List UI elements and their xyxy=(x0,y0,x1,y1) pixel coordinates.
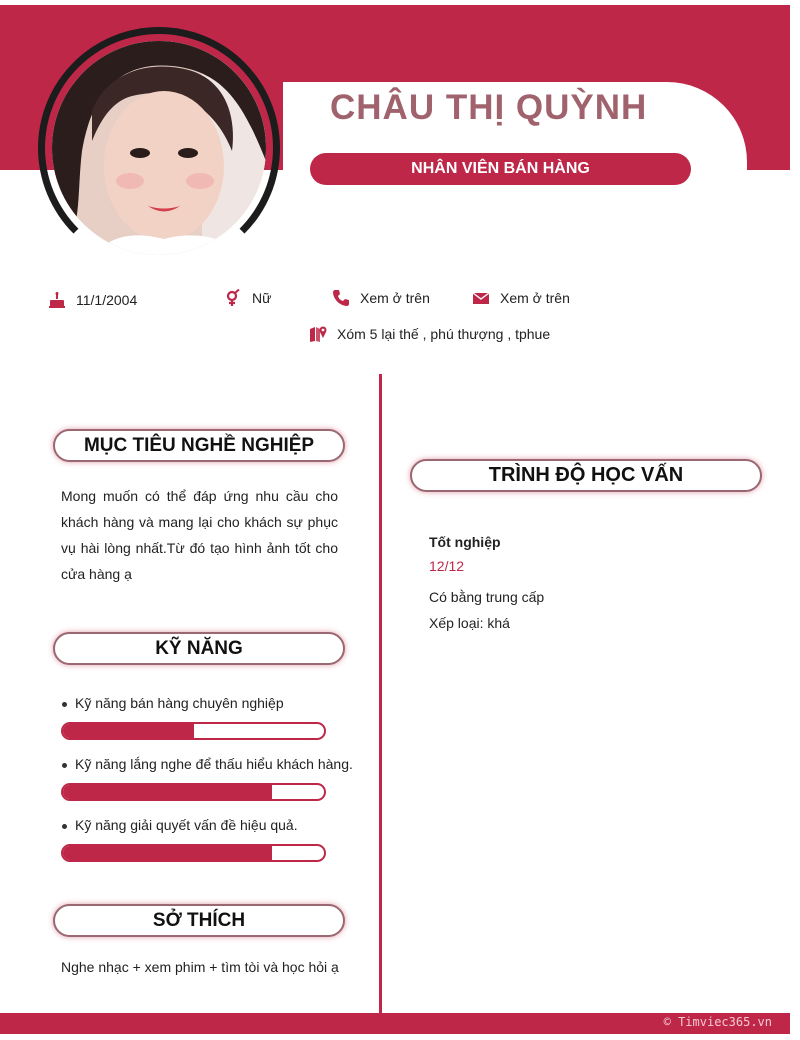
objective-heading: MỤC TIÊU NGHỀ NGHIỆP xyxy=(53,429,345,462)
avatar xyxy=(52,41,266,255)
skill-progress-bar xyxy=(61,844,326,862)
hobbies-text: Nghe nhạc + xem phim + tìm tòi và học hỏi ạ xyxy=(61,959,339,975)
skill-item xyxy=(62,756,353,772)
email-info xyxy=(472,289,570,307)
email-value: Xem ở trên xyxy=(500,290,570,306)
skill-progress-bar xyxy=(61,783,326,801)
gender-icon xyxy=(224,289,242,307)
address-value: Xóm 5 lại thế , phú thượng , tphue xyxy=(337,326,551,342)
candidate-name: CHÂU THỊ QUỲNH xyxy=(330,88,648,127)
education-school: Tốt nghiệp xyxy=(429,534,501,550)
skill-progress-fill xyxy=(63,846,272,860)
objective-text: Mong muốn có thể đáp ứng nhu cầu cho khách hàng và mang lại cho khách sự phục vụ hài lòng nhất.Từ đó tạo hình ảnh tốt cho cửa hàng ạ xyxy=(61,488,338,582)
skill-item xyxy=(62,817,298,833)
email-icon xyxy=(472,289,490,307)
skill-progress-fill xyxy=(63,785,272,799)
skill-label: Kỹ năng lắng nghe để thấu hiểu khách hàng. xyxy=(75,756,353,772)
job-title-badge: NHÂN VIÊN BÁN HÀNG xyxy=(310,153,691,185)
map-marker-icon xyxy=(309,325,327,343)
gender-info xyxy=(224,289,271,307)
phone-info xyxy=(332,289,430,307)
column-divider xyxy=(379,374,382,1014)
skill-progress-fill xyxy=(63,724,194,738)
bullet-icon xyxy=(62,702,67,707)
skill-item xyxy=(62,695,284,711)
education-grade: Xếp loại: khá xyxy=(429,615,510,631)
bullet-icon xyxy=(62,763,67,768)
skill-progress-bar xyxy=(61,722,326,740)
avatar-photo xyxy=(52,41,266,255)
watermark: © Timviec365.vn xyxy=(663,1015,772,1029)
gender-value: Nữ xyxy=(252,290,272,306)
birthday-cake-icon xyxy=(48,291,66,309)
education-degree: Có bằng trung cấp xyxy=(429,589,545,605)
bullet-icon xyxy=(62,824,67,829)
skills-heading: KỸ NĂNG xyxy=(53,632,345,665)
education-heading: TRÌNH ĐỘ HỌC VẤN xyxy=(410,459,762,492)
address-info xyxy=(309,325,550,343)
birthday-value: 11/1/2004 xyxy=(76,292,138,308)
birthday-info xyxy=(48,291,137,309)
education-date: 12/12 xyxy=(429,558,465,574)
phone-value: Xem ở trên xyxy=(360,290,430,306)
skill-label: Kỹ năng bán hàng chuyên nghiệp xyxy=(75,695,284,711)
hobbies-heading: SỞ THÍCH xyxy=(53,904,345,937)
footer-band xyxy=(0,1013,790,1034)
phone-icon xyxy=(332,289,350,307)
skill-label: Kỹ năng giải quyết vấn đề hiệu quả. xyxy=(75,817,298,833)
